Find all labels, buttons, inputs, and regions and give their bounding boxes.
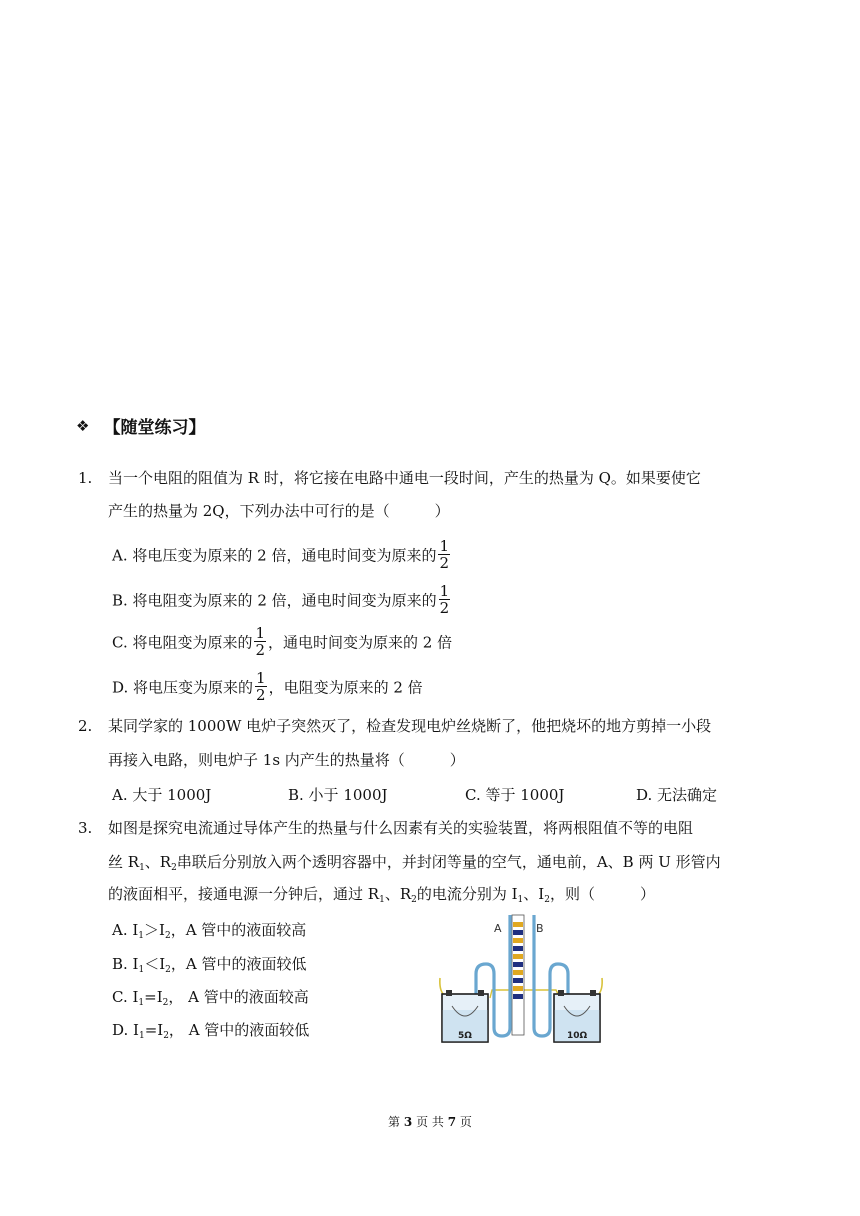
fraction-denominator: 2: [439, 599, 450, 617]
u-tube-apparatus-figure: [432, 910, 612, 1060]
text: 的液面相平，接通电源一分钟后，通过 R: [108, 885, 380, 903]
question-number: 2.: [78, 717, 93, 735]
fraction-numerator: 1: [439, 582, 450, 600]
option-text: B. 将电阻变为原来的 2 倍，通电时间变为原来的: [112, 591, 437, 610]
option-text: A. 将电压变为原来的 2 倍，通电时间变为原来的: [112, 546, 437, 565]
q1-option-a: [112, 537, 452, 573]
fraction: [254, 625, 266, 658]
tube-label-a: A: [494, 922, 502, 935]
text: B. I: [112, 955, 139, 973]
subscript: 2: [163, 1031, 169, 1041]
fraction-numerator: 1: [256, 669, 266, 687]
fraction-numerator: 1: [255, 624, 266, 642]
q1-option-c: [112, 624, 453, 660]
q2-option-b: B. 小于 1000J: [288, 786, 388, 804]
subscript: 1: [379, 895, 385, 905]
text: =I: [144, 988, 163, 1006]
text: ＜I: [144, 955, 166, 973]
fraction-denominator: 2: [255, 641, 266, 659]
q2-option-a: A. 大于 1000J: [112, 786, 212, 804]
text: ， A 管中的液面较低: [168, 1021, 310, 1039]
current-page-number: 3: [403, 1115, 413, 1129]
option-text: C. 将电阻变为原来的: [112, 633, 253, 652]
subscript: 1: [138, 931, 145, 941]
q1-option-b: [112, 582, 452, 618]
subscript: 1: [138, 998, 145, 1008]
fraction: [439, 583, 451, 616]
question-3-line-3: [108, 884, 655, 910]
question-2-line-1: [78, 716, 711, 736]
fraction-numerator: 1: [439, 537, 449, 555]
q3-option-b: [112, 954, 307, 980]
subscript: 2: [162, 998, 169, 1008]
text: ＞I: [144, 921, 165, 939]
text: 串联后分别放入两个透明容器中，并封闭等量的空气，通电前，A、B 两 U 形管内: [176, 853, 721, 871]
subscript: 2: [171, 863, 177, 873]
section-title: 【随堂练习】: [103, 418, 206, 438]
text: 、R: [144, 853, 172, 871]
tube-label-b: B: [536, 922, 544, 935]
resistor-label-left: 5Ω: [458, 1031, 472, 1041]
fraction-denominator: 2: [439, 554, 449, 572]
question-1-line-2: 产生的热量为 2Q，下列办法中可行的是（ ）: [108, 502, 450, 520]
q1-option-d: [112, 669, 423, 705]
page-footer: [0, 1113, 860, 1130]
text: 的电流分别为 I: [416, 885, 518, 903]
subscript: 2: [544, 895, 550, 905]
subscript: 2: [165, 965, 171, 975]
question-text: 当一个电阻的阻值为 R 时，将它接在电路中通电一段时间，产生的热量为 Q。如果要使它: [108, 469, 701, 487]
subscript: 1: [517, 895, 524, 905]
question-number: 3.: [78, 819, 93, 837]
text: 丝 R: [108, 853, 140, 871]
subscript: 1: [138, 965, 145, 975]
fraction: [255, 670, 267, 703]
fraction-denominator: 2: [256, 686, 266, 704]
q2-option-d: D. 无法确定: [636, 786, 718, 804]
text: C. I: [112, 988, 139, 1006]
subscript: 2: [411, 895, 417, 905]
q3-option-d: [112, 1020, 309, 1046]
footer-text: 页 共: [416, 1115, 444, 1129]
question-2-line-2: 再接入电路，则电炉子 1s 内产生的热量将（ ）: [108, 751, 465, 769]
text: D. I: [112, 1021, 139, 1039]
question-text: 某同学家的 1000W 电炉子突然灭了，检查发现电炉丝烧断了，他把烧坏的地方剪掉一小段: [108, 717, 712, 735]
option-text-tail: ，电阻变为原来的 2 倍: [268, 678, 423, 697]
resistor-label-right: 10Ω: [567, 1031, 588, 1041]
text: 、R: [384, 885, 412, 903]
question-3-line-2: [108, 852, 721, 878]
subscript: 1: [139, 863, 145, 873]
q2-option-c: C. 等于 1000J: [465, 786, 565, 804]
total-page-count: 7: [447, 1115, 457, 1129]
subscript: 2: [164, 931, 171, 941]
text: ，A 管中的液面较低: [170, 955, 307, 973]
text: =I: [144, 1021, 164, 1039]
section-heading: [76, 413, 205, 438]
footer-text: 页: [459, 1115, 472, 1129]
container-right: [554, 990, 600, 1042]
q3-option-a: [112, 920, 306, 946]
text: ，则（ ）: [549, 885, 655, 903]
text: ， A 管中的液面较高: [168, 988, 309, 1006]
diamond-bullet-icon: ❖: [76, 416, 90, 435]
question-number: 1.: [78, 469, 93, 487]
q3-option-c: [112, 987, 309, 1013]
subscript: 1: [138, 1031, 145, 1041]
container-left: [442, 990, 488, 1042]
text: A. I: [112, 921, 139, 939]
text: ，A 管中的液面较高: [170, 921, 307, 939]
option-text: D. 将电压变为原来的: [112, 678, 254, 697]
option-text-tail: ，通电时间变为原来的 2 倍: [268, 633, 453, 652]
question-text: 如图是探究电流通过导体产生的热量与什么因素有关的实验装置，将两根阻值不等的电阻: [108, 819, 694, 837]
text: 、I: [523, 885, 545, 903]
footer-text: 第: [388, 1115, 401, 1129]
fraction: [438, 538, 450, 571]
question-3-line-1: [78, 818, 693, 838]
question-1-line-1: [78, 468, 701, 488]
